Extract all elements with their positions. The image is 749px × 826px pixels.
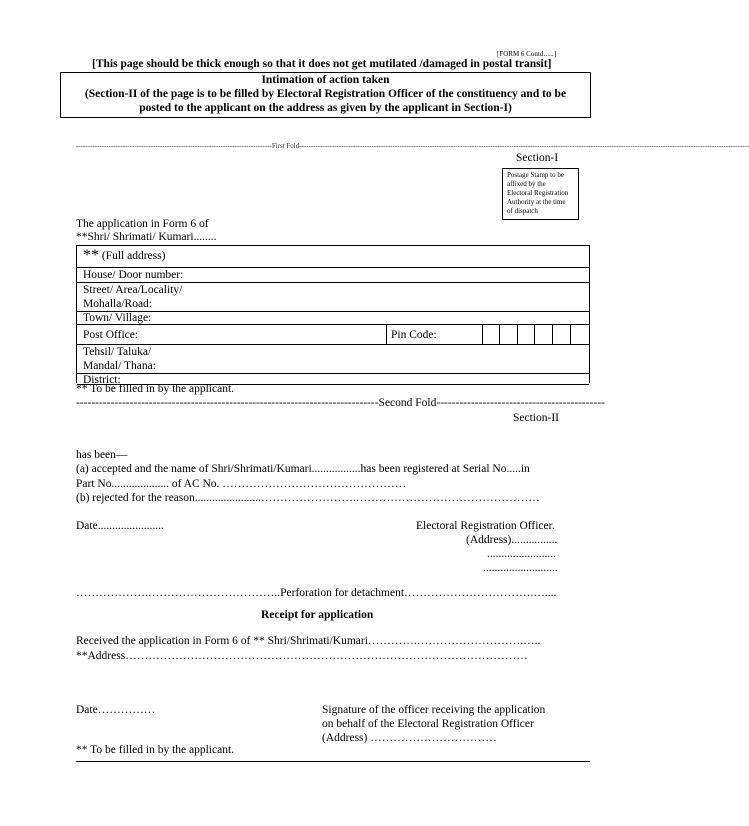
application-line-2: **Shri/ Shrimati/ Kumari........	[76, 231, 217, 243]
signature-line-1: Signature of the officer receiving the application	[322, 704, 546, 716]
stamp-text-line: Authority at the time	[507, 198, 566, 206]
full-address-stars: **	[83, 247, 99, 264]
intimation-line-1: (Section-II of the page is to be filled by Electoral Registration Officer of the constituency and to be	[84, 88, 567, 100]
ero-address-dots-1: ........................	[487, 548, 556, 560]
post-office-label: Post Office:	[83, 329, 139, 341]
section-2-title: Section-II	[513, 412, 559, 424]
first-fold-label: First Fold	[271, 142, 300, 150]
stamp-text	[507, 171, 568, 216]
stamp-text-line: Electoral Registration	[507, 189, 569, 197]
section-1-title: Section-I	[516, 152, 559, 164]
intimation-line-2: posted to the applicant on the address as given by the applicant in Section-I)	[139, 102, 512, 114]
accepted-line-1: (a) accepted and the name of Shri/Shrimati/Kumari.................has been registered at Serial No.....in	[76, 463, 530, 475]
full-address-row	[77, 246, 589, 268]
pin-divider	[386, 325, 387, 344]
ero-address: (Address)................	[466, 534, 558, 546]
form-reference: [FORM 6 Contd…..]	[497, 50, 557, 58]
second-fold-label: Second Fold	[378, 397, 437, 409]
accepted-line-2: Part No.................... of AC No. …………………………………………	[76, 478, 407, 490]
street-label-1: Street/ Area/Locality/	[83, 284, 183, 296]
house-label: House/ Door number:	[83, 269, 184, 281]
town-label: Town/ Village:	[83, 312, 152, 324]
first-fold-line	[76, 142, 749, 150]
second-fold-right-dashes: --------------------------------------------	[436, 397, 605, 409]
tehsil-label-2: Mandal/ Thana:	[83, 360, 156, 372]
receipt-note: ** To be filled in by the applicant.	[76, 744, 235, 756]
first-fold-right-dashes: -------------------------------------------------------------------------------------------------------------------------------------------------------------------------------------------------	[299, 142, 749, 150]
rejected-line: (b) rejected for the reason.......................…………………….…………………………………………	[76, 492, 540, 504]
street-label-2: Mohalla/Road:	[83, 298, 152, 310]
bottom-rule	[76, 761, 590, 762]
stamp-text-line: of dispatch	[507, 207, 538, 215]
district-label: District:	[83, 374, 121, 386]
receipt-address: **Address……………………………………………………………………………………………	[76, 650, 528, 662]
signature-line-3: (Address) ……………………………	[322, 732, 497, 744]
first-fold-left-dashes: ------------------------------------------------------------------------------------	[76, 142, 272, 150]
postage-stamp-box	[502, 168, 579, 220]
house-row[interactable]	[77, 268, 589, 283]
receipt-title: Receipt for application	[261, 609, 374, 621]
second-fold-line	[76, 397, 605, 409]
stamp-text-line: Postage Stamp to be	[507, 171, 564, 179]
tehsil-label-1: Tehsil/ Taluka/	[83, 346, 152, 358]
section-2-date: Date.......................	[76, 520, 164, 532]
application-line-1: The application in Form 6 of	[76, 218, 209, 230]
street-row[interactable]	[77, 283, 589, 312]
perforation-line[interactable]: ……………….……………………………..Perforation for detachment…………………………….…....	[76, 587, 557, 599]
town-row[interactable]	[77, 312, 589, 325]
intimation-title: Intimation of action taken	[261, 74, 390, 86]
postal-instruction: [This page should be thick enough so that it does not get mutilated /damaged in postal transit]	[92, 58, 552, 70]
ero-address-dots-2: ..........................	[483, 562, 558, 574]
tehsil-row[interactable]	[77, 345, 589, 374]
ero-title: Electoral Registration Officer.	[416, 520, 555, 532]
section-1-note: ** To be filled in by the applicant.	[76, 383, 235, 395]
pin-code-boxes[interactable]	[482, 325, 590, 344]
stamp-text-line: affixed by the	[507, 180, 546, 188]
intimation-box	[60, 72, 591, 118]
signature-line-2: on behalf of the Electoral Registration Officer	[322, 718, 534, 730]
has-been-text: has been—	[76, 449, 128, 461]
receipt-line-1: Received the application in Form 6 of ** Shri/Shrimati/Kumari………….……………………….…..	[76, 635, 541, 647]
address-table	[76, 245, 590, 386]
full-address-label: (Full address)	[101, 250, 166, 262]
receipt-date: Date……………	[76, 704, 156, 716]
second-fold-left-dashes: -------------------------------------------------------------------------------	[76, 397, 379, 409]
pin-code-label: Pin Code:	[391, 329, 437, 341]
post-office-row	[77, 325, 589, 345]
